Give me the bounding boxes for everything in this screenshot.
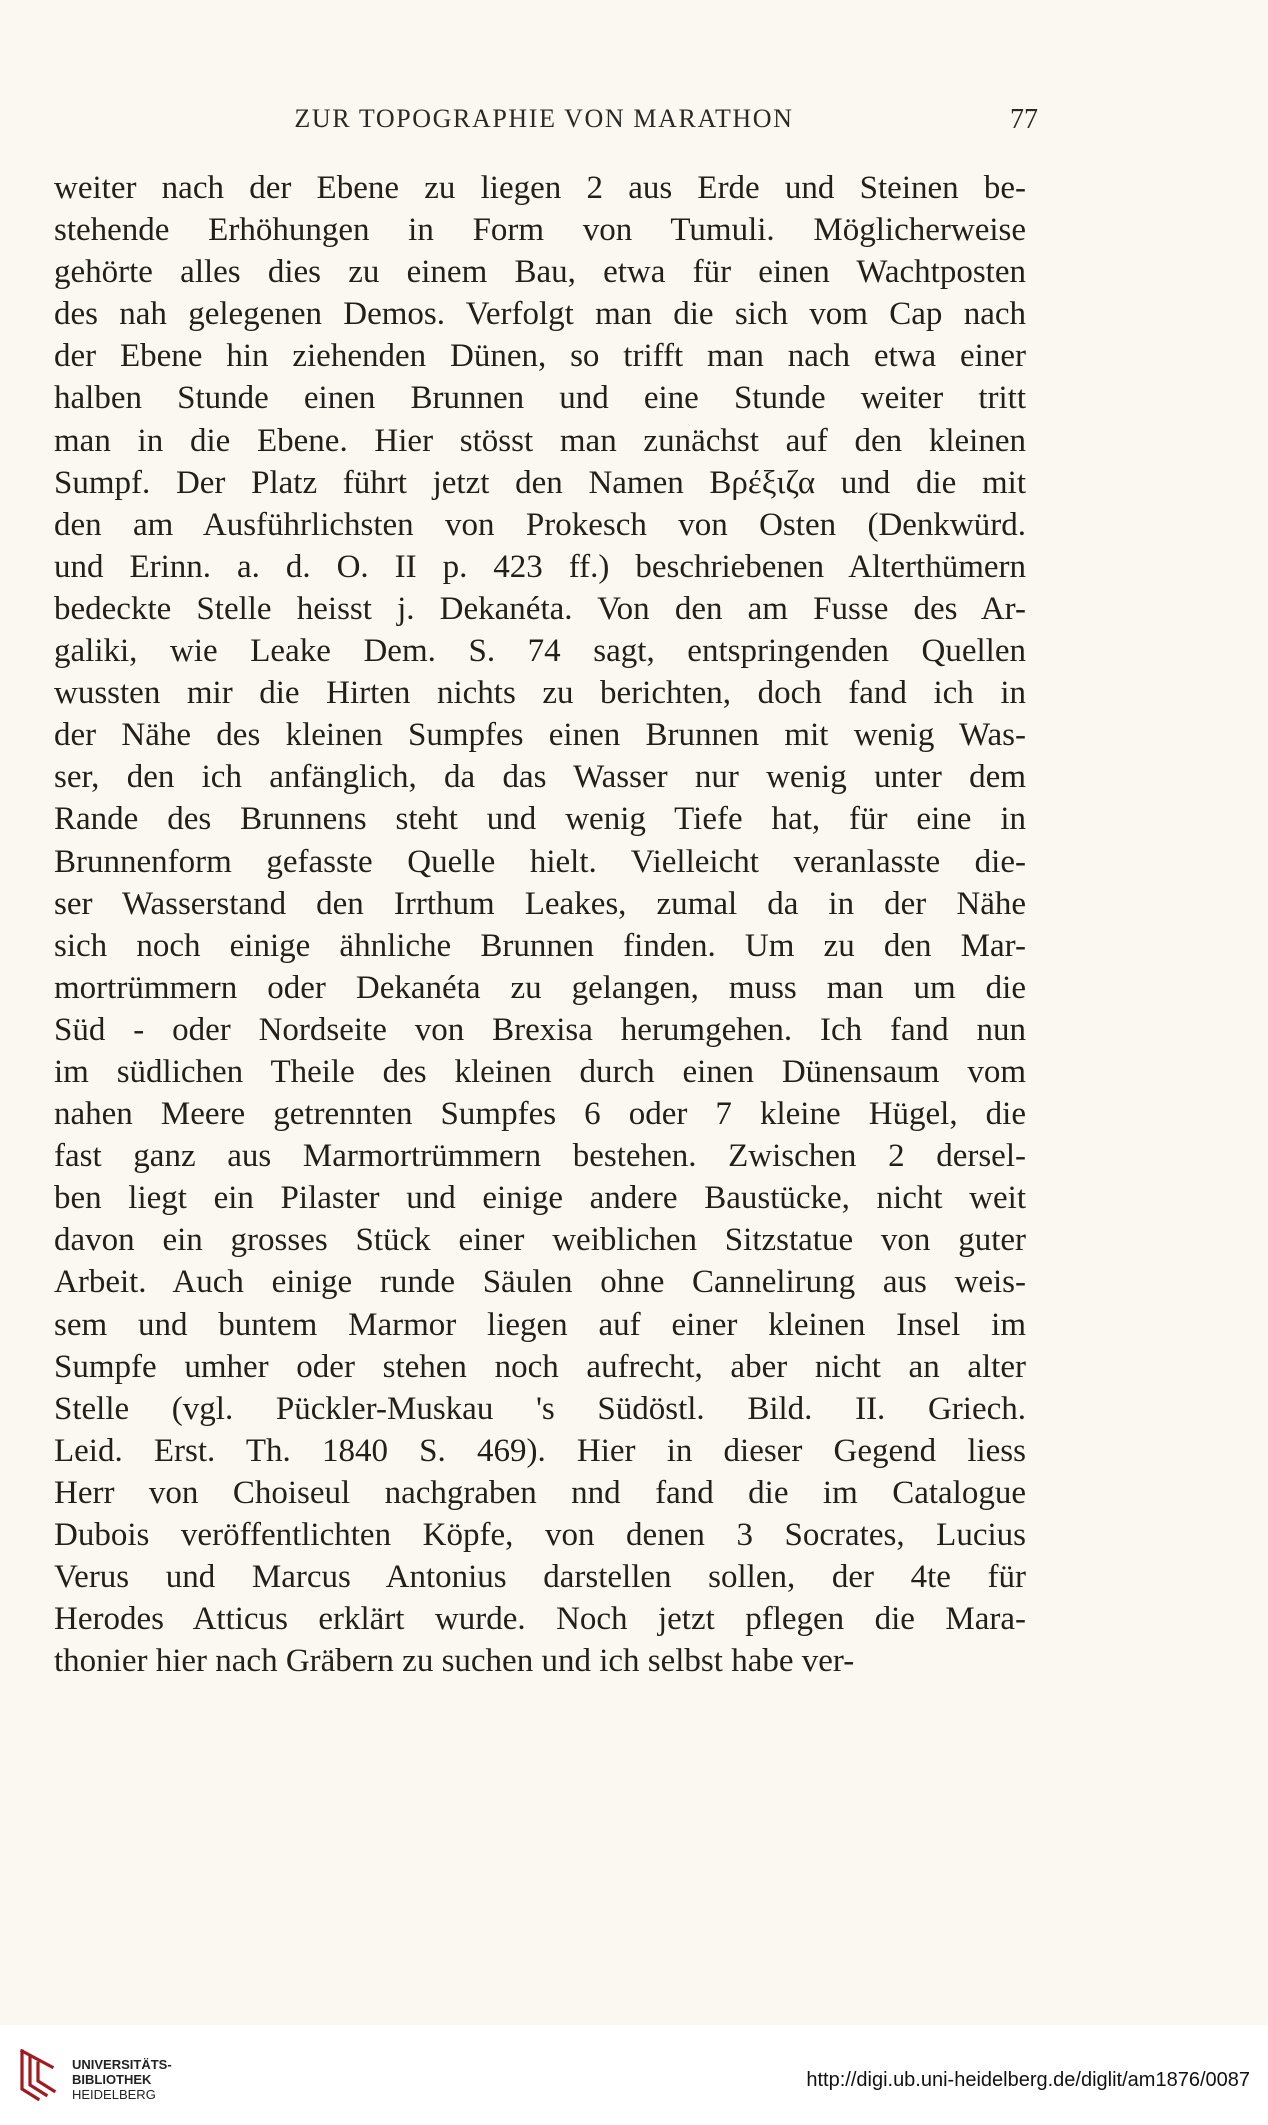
text-line: Süd - oder Nordseite von Brexisa herumgehen. Ich fand nun (54, 1011, 1026, 1048)
text-line: galiki, wie Leake Dem. S. 74 sagt, entspringenden Quellen (54, 633, 1026, 670)
text-line: halben Stunde einen Brunnen und eine Stunde weiter tritt (54, 380, 1026, 417)
running-head (60, 104, 1038, 144)
running-title: ZUR TOPOGRAPHIE VON MARATHON (294, 104, 794, 133)
text-line: Sumpfe umher oder stehen noch aufrecht, aber nicht an alter (54, 1348, 1026, 1385)
text-line: Sumpf. Der Platz führt jetzt den Namen Βρέξιζα und die mit (54, 464, 1026, 501)
text-line: der Nähe des kleinen Sumpfes einen Brunnen mit wenig Was- (54, 717, 1026, 754)
text-line: den am Ausführlichsten von Prokesch von Osten (Denkwürd. (54, 506, 1026, 543)
text-line: davon ein grosses Stück einer weiblichen Sitzstatue von guter (54, 1222, 1026, 1259)
text-line: der Ebene hin ziehenden Dünen, so trifft man nach etwa einer (54, 338, 1026, 375)
text-line: Leid. Erst. Th. 1840 S. 469). Hier in dieser Gegend liess (54, 1432, 1026, 1469)
text-line: wussten mir die Hirten nichts zu berichten, doch fand ich in (54, 675, 1026, 712)
text-line: nahen Meere getrennten Sumpfes 6 oder 7 kleine Hügel, die (54, 1096, 1026, 1133)
text-line: und Erinn. a. d. O. II p. 423 ff.) beschriebenen Alterthümern (54, 548, 1026, 585)
text-line: man in die Ebene. Hier stösst man zunächst auf den kleinen (54, 422, 1026, 459)
text-line: thonier hier nach Gräbern zu suchen und ich selbst habe ver- (54, 1643, 855, 1680)
footer-bar (0, 2025, 1268, 2125)
text-line: mortrümmern oder Dekanéta zu gelangen, muss man um die (54, 969, 1026, 1006)
text-line: Stelle (vgl. Pückler-Muskau 's Südöstl. Bild. II. Griech. (54, 1390, 1026, 1427)
text-line: weiter nach der Ebene zu liegen 2 aus Erde und Steinen be- (54, 170, 1026, 206)
text-line: ser, den ich anfänglich, da das Wasser nur wenig unter dem (54, 759, 1026, 796)
text-line: Brunnenform gefasste Quelle hielt. Vielleicht veranlasste die- (54, 843, 1026, 880)
body-text (54, 167, 1026, 1682)
text-line: sich noch einige ähnliche Brunnen finden. Um zu den Mar- (54, 927, 1026, 964)
text-line: Arbeit. Auch einige runde Säulen ohne Cannelirung aus weis- (54, 1264, 1026, 1301)
text-line: ben liegt ein Pilaster und einige andere Baustücke, nicht weit (54, 1180, 1026, 1217)
text-line: Verus und Marcus Antonius darstellen sollen, der 4te für (54, 1559, 1026, 1596)
library-name (72, 2057, 172, 2102)
text-line: des nah gelegenen Demos. Verfolgt man die sich vom Cap nach (54, 296, 1026, 333)
text-line: bedeckte Stelle heisst j. Dekanéta. Von den am Fusse des Ar- (54, 590, 1026, 627)
library-name-line: BIBLIOTHEK (72, 2072, 152, 2087)
library-name-line: HEIDELBERG (72, 2087, 156, 2102)
text-line: gehörte alles dies zu einem Bau, etwa für einen Wachtposten (54, 254, 1026, 291)
text-line: Herodes Atticus erklärt wurde. Noch jetzt pflegen die Mara- (54, 1601, 1026, 1638)
permalink-url[interactable]: http://digi.ub.uni-heidelberg.de/diglit/am1876/0087 (806, 2069, 1250, 2091)
text-line: sem und buntem Marmor liegen auf einer kleinen Insel im (54, 1306, 1026, 1343)
text-line: ser Wasserstand den Irrthum Leakes, zumal da in der Nähe (54, 885, 1026, 922)
page-number: 77 (1010, 104, 1038, 135)
text-line: fast ganz aus Marmortrümmern bestehen. Zwischen 2 dersel- (54, 1138, 1026, 1175)
library-name-line: UNIVERSITÄTS- (72, 2057, 172, 2072)
text-line: stehende Erhöhungen in Form von Tumuli. Möglicherweise (54, 212, 1026, 249)
text-line: Dubois veröffentlichten Köpfe, von denen 3 Socrates, Lucius (54, 1517, 1026, 1553)
text-line: im südlichen Theile des kleinen durch einen Dünensaum vom (54, 1053, 1026, 1090)
library-logo-icon (14, 2045, 60, 2105)
text-line: Herr von Choiseul nachgraben nnd fand die im Catalogue (54, 1474, 1026, 1511)
text-line: Rande des Brunnens steht und wenig Tiefe hat, für eine in (54, 801, 1026, 838)
